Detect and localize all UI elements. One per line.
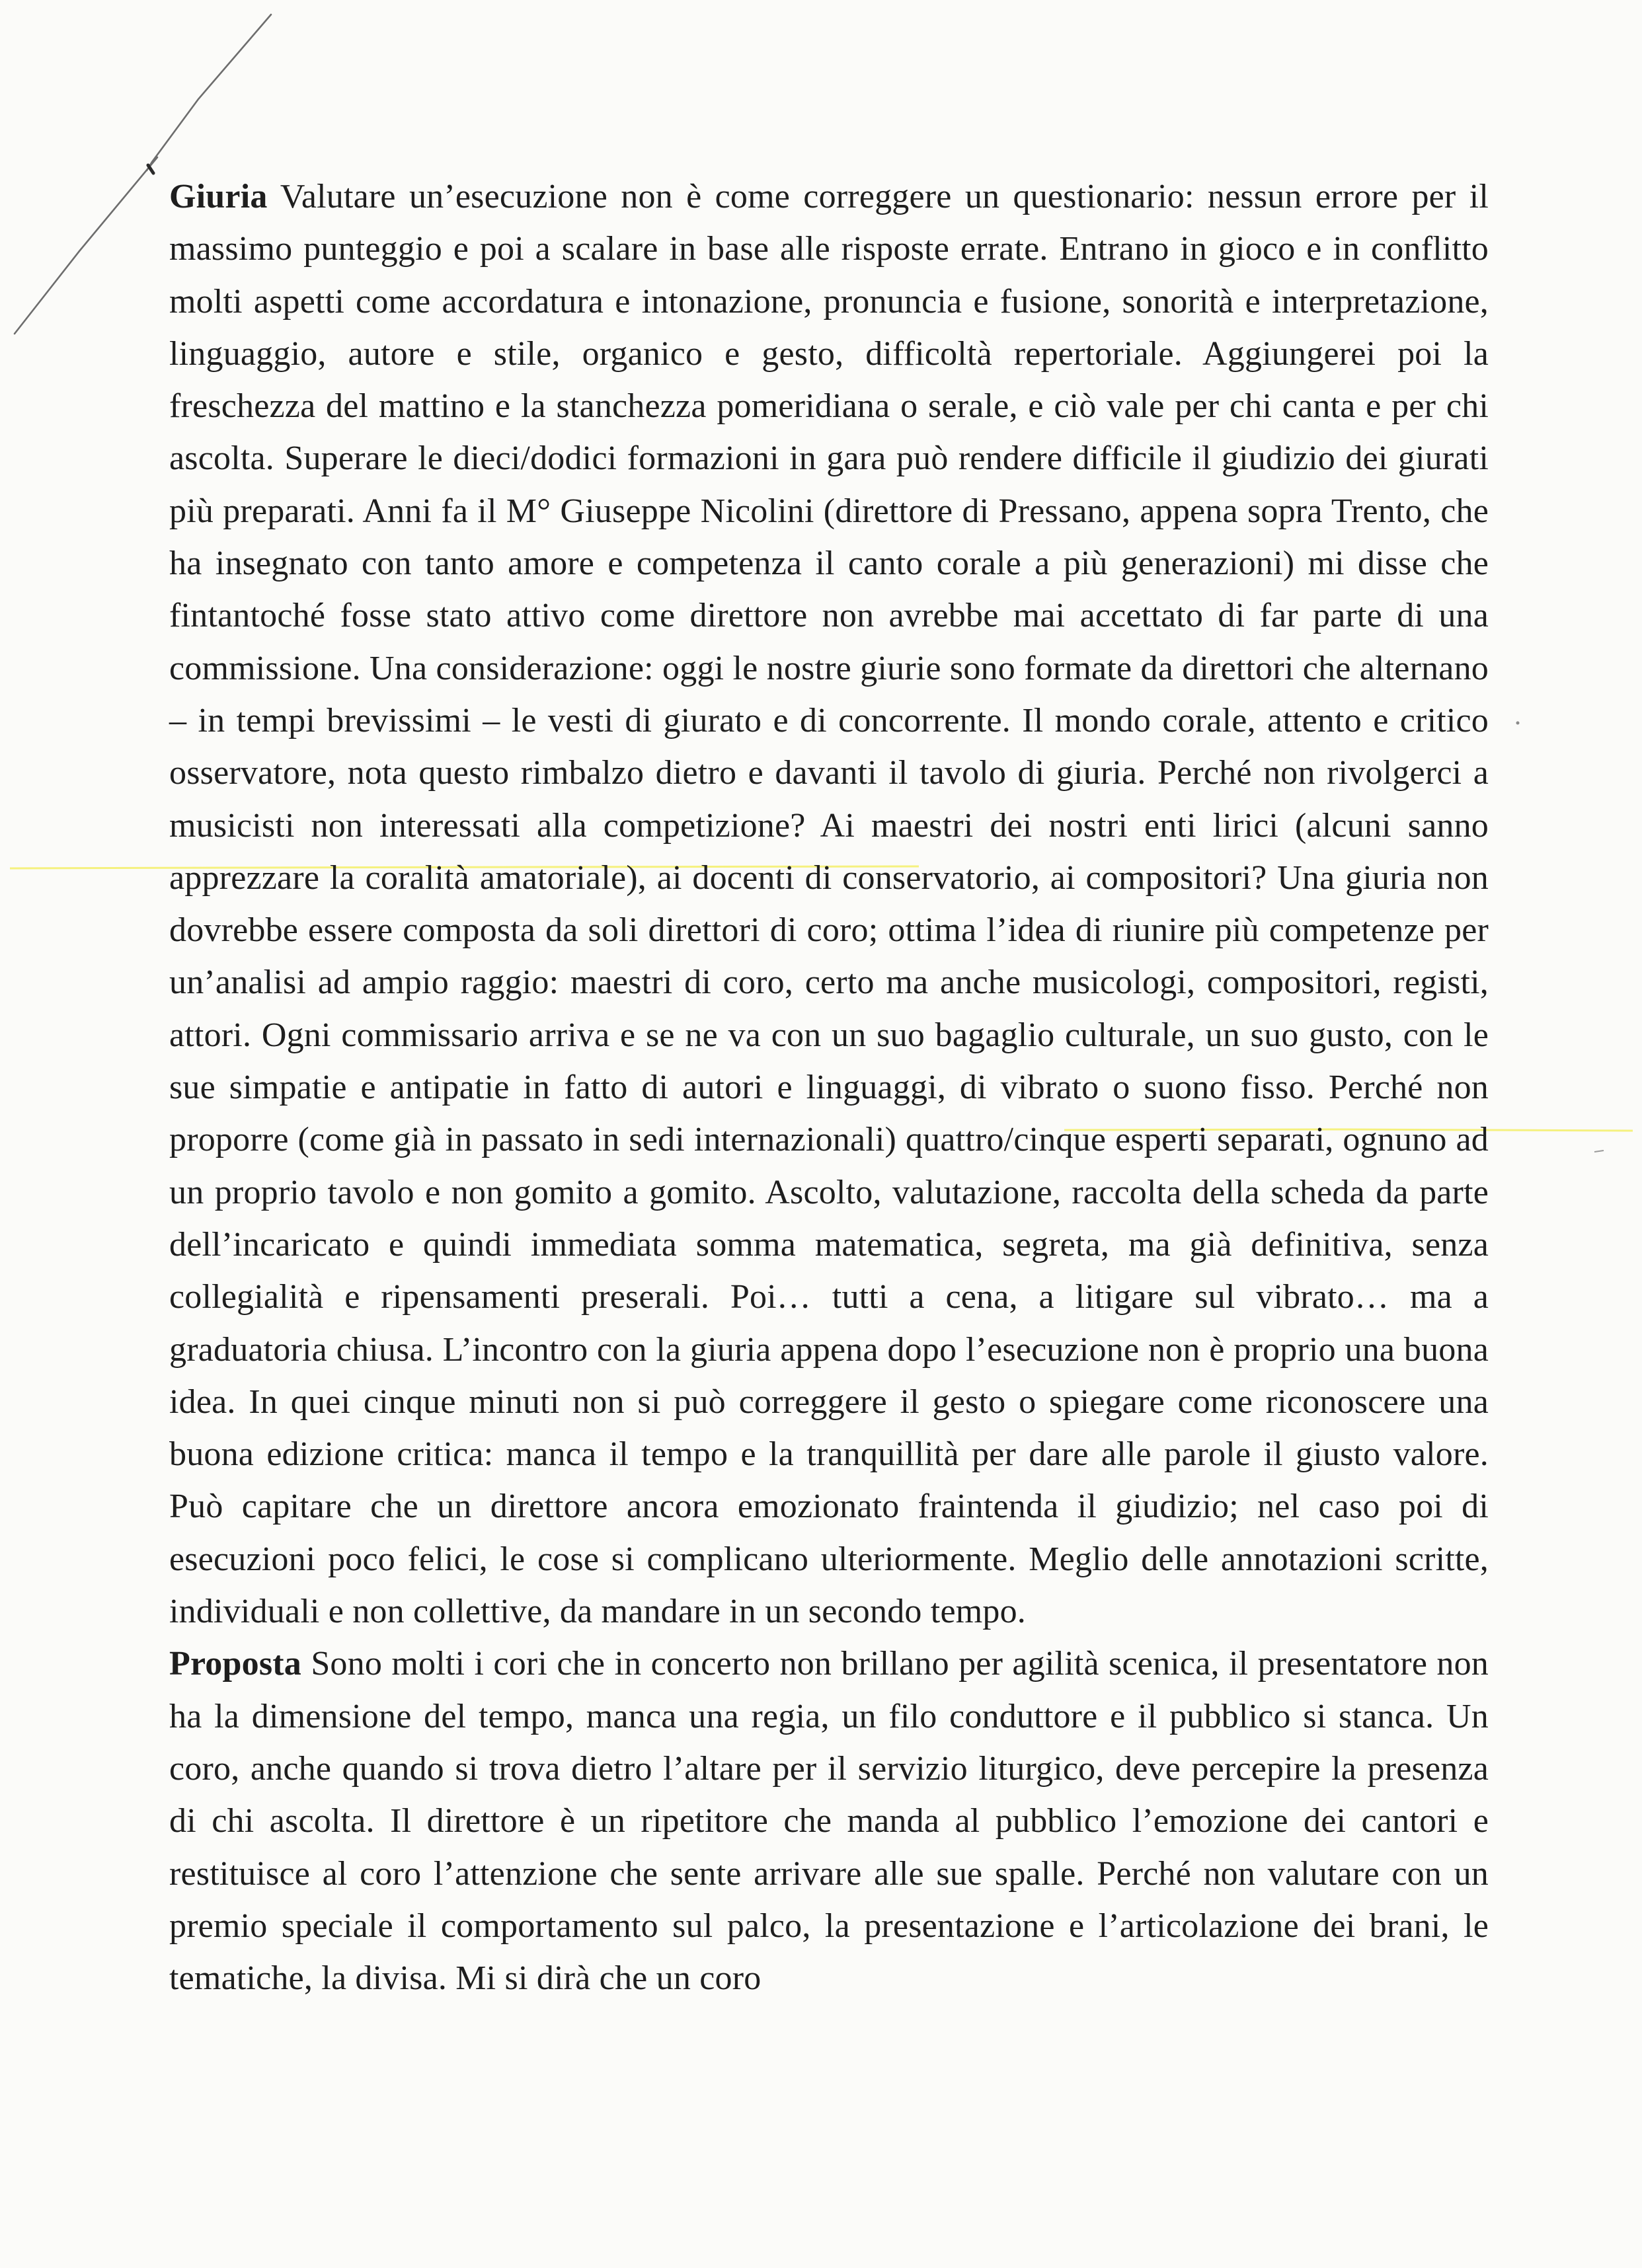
paragraph-heading: Giuria — [169, 178, 268, 215]
paragraph-giuria — [169, 170, 1489, 1638]
paragraph-heading: Proposta — [169, 1645, 301, 1683]
document-page — [169, 170, 1489, 2004]
paragraph-text: Sono molti i cori che in concerto non brillano per agilità scenica, il presentatore non ha la dimensione del tempo, manca una regia, un filo conduttore e il pubblico si stanca. Un coro, anche quando si trova dietro l’altare per il servizio liturgico, deve percepire la presenza di chi ascolta. Il direttore è un ripetitore che manda al pubblico l’emozione dei cantori e restituisce al coro l’attenzione che sente arrivare alle sue spalle. Perché non valutare con un premio speciale il comportamento sul palco, la presentazione e l’articolazione dei brani, le tematiche, la divisa. Mi si dirà che un coro — [169, 1645, 1489, 1998]
paragraph-text: Valutare un’esecuzione non è come correggere un questionario: nessun errore per il massimo punteggio e poi a scalare in base alle risposte errate. Entrano in gioco e in conflitto molti aspetti come accordatura e intonazione, pronuncia e fusione, sonorità e interpretazione, linguaggio, autore e stile, organico e gesto, difficoltà repertoriale. Aggiungerei poi la freschezza del mattino e la stanchezza pomeridiana o serale, e ciò vale per chi canta e per chi ascolta. Superare le dieci/dodici formazioni in gara può rendere difficile il giudizio dei giurati più preparati. Anni fa il M° Giuseppe Nicolini (direttore di Pressano, appena sopra Trento, che ha insegnato con tanto amore e competenza il canto corale a più generazioni) mi disse che fintantoché fosse stato attivo come direttore non avrebbe mai accettato di far parte di una commissione. Una considerazione: oggi le nostre giurie sono formate da direttori che alternano – in tempi brevissimi – le vesti di giurato e di concorrente. Il mondo corale, attento e critico osservatore, nota questo rimbalzo dietro e davanti il tavolo di giuria. Perché non rivolgerci a musicisti non interessati alla competizione? Ai maestri dei nostri enti lirici (alcuni sanno apprezzare la coralità amatoriale), ai docenti di conservatorio, ai compositori? Una giuria non dovrebbe essere composta da soli direttori di coro; ottima l’idea di riunire più competenze per un’analisi ad ampio raggio: maestri di coro, certo ma anche musicologi, compositori, registi, attori. Ogni commissario arriva e se ne va con un suo bagaglio culturale, un suo gusto, con le sue simpatie e antipatie in fatto di autori e linguaggi, di vibrato o suono fisso. Perché non proporre (come già in passato in sedi internazionali) quattro/cinque esperti separati, ognuno ad un proprio tavolo e non gomito a gomito. Ascolto, valutazione, raccolta della scheda da parte dell’incaricato e quindi immediata somma matematica, segreta, ma già definitiva, senza collegialità e ripensamenti preserali. Poi… tutti a cena, a litigare sul vibrato… ma a graduatoria chiusa. L’incontro con la giuria appena dopo l’esecuzione non è proprio una buona idea. In quei cinque minuti non si può correggere il gesto o spiegare come riconoscere una buona edizione critica: manca il tempo e la tranquillità per dare alle parole il giusto valore. Può capitare che un direttore ancora emozionato fraintenda il giudizio; nel caso poi di esecuzioni poco felici, le cose si complicano ulteriormente. Meglio delle annotazioni scritte, individuali e non collettive, da mandare in un secondo tempo. — [169, 178, 1489, 1631]
scan-speck — [1593, 1147, 1606, 1156]
paragraph-proposta — [169, 1638, 1489, 2004]
scan-speck — [1514, 719, 1522, 727]
